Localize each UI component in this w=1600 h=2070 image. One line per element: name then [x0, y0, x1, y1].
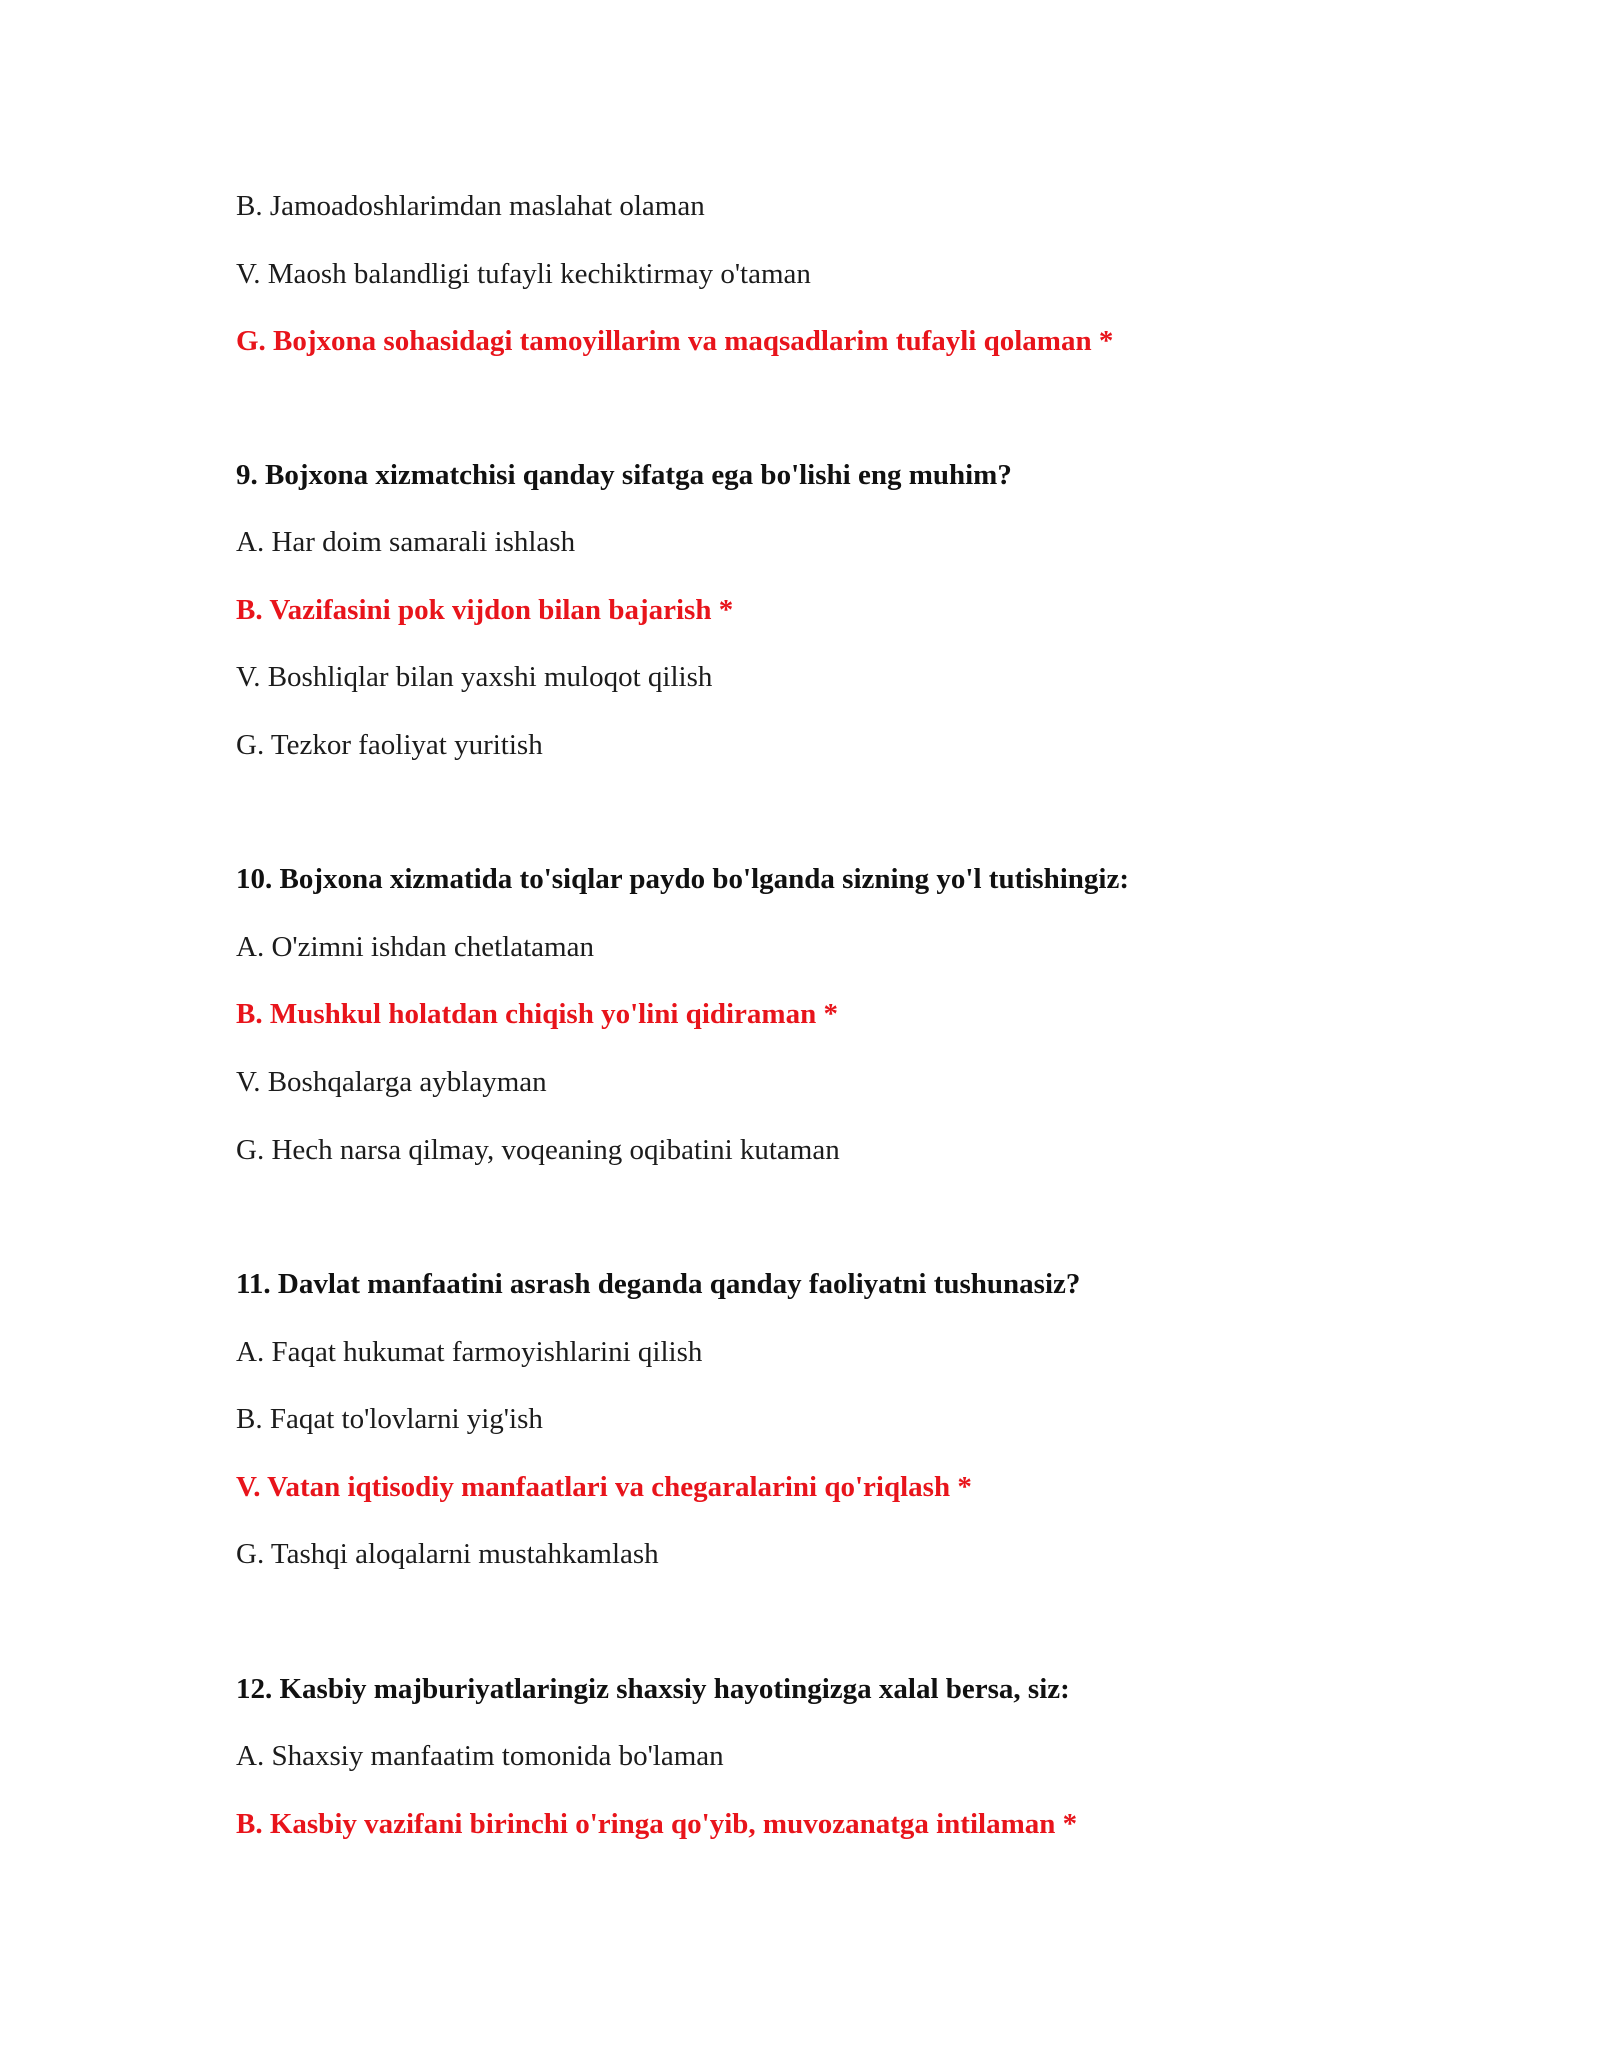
option-8-v: V. Maosh balandligi tufayli kechiktirmay o'taman — [236, 258, 811, 290]
option-11-a: A. Faqat hukumat farmoyishlarini qilish — [236, 1336, 703, 1368]
option-10-v: V. Boshqalarga ayblayman — [236, 1066, 547, 1098]
option-9-b-correct: B. Vazifasini pok vijdon bilan bajarish * — [236, 594, 734, 626]
option-11-b: B. Faqat to'lovlarni yig'ish — [236, 1403, 543, 1435]
option-8-g-correct: G. Bojxona sohasidagi tamoyillarim va maqsadlarim tufayli qolaman * — [236, 325, 1114, 357]
option-8-b: B. Jamoadoshlarimdan maslahat olaman — [236, 190, 705, 222]
option-10-b-correct: B. Mushkul holatdan chiqish yo'lini qidiraman * — [236, 998, 838, 1030]
option-9-v: V. Boshliqlar bilan yaxshi muloqot qilish — [236, 661, 713, 693]
option-9-g: G. Tezkor faoliyat yuritish — [236, 729, 543, 761]
option-11-g: G. Tashqi aloqalarni mustahkamlash — [236, 1538, 659, 1570]
question-12: 12. Kasbiy majburiyatlaringiz shaxsiy hayotingizga xalal bersa, siz: — [236, 1673, 1070, 1705]
option-12-b-correct: B. Kasbiy vazifani birinchi o'ringa qo'yib, muvozanatga intilaman * — [236, 1808, 1078, 1840]
question-9: 9. Bojxona xizmatchisi qanday sifatga ega bo'lishi eng muhim? — [236, 459, 1012, 491]
question-10: 10. Bojxona xizmatida to'siqlar paydo bo'lganda sizning yo'l tutishingiz: — [236, 863, 1129, 895]
option-9-a: A. Har doim samarali ishlash — [236, 526, 576, 558]
option-10-g: G. Hech narsa qilmay, voqeaning oqibatini kutaman — [236, 1134, 840, 1166]
option-12-a: A. Shaxsiy manfaatim tomonida bo'laman — [236, 1740, 724, 1772]
question-11: 11. Davlat manfaatini asrash deganda qanday faoliyatni tushunasiz? — [236, 1268, 1081, 1300]
option-11-v-correct: V. Vatan iqtisodiy manfaatlari va chegaralarini qo'riqlash * — [236, 1471, 972, 1503]
option-10-a: A. O'zimni ishdan chetlataman — [236, 931, 594, 963]
